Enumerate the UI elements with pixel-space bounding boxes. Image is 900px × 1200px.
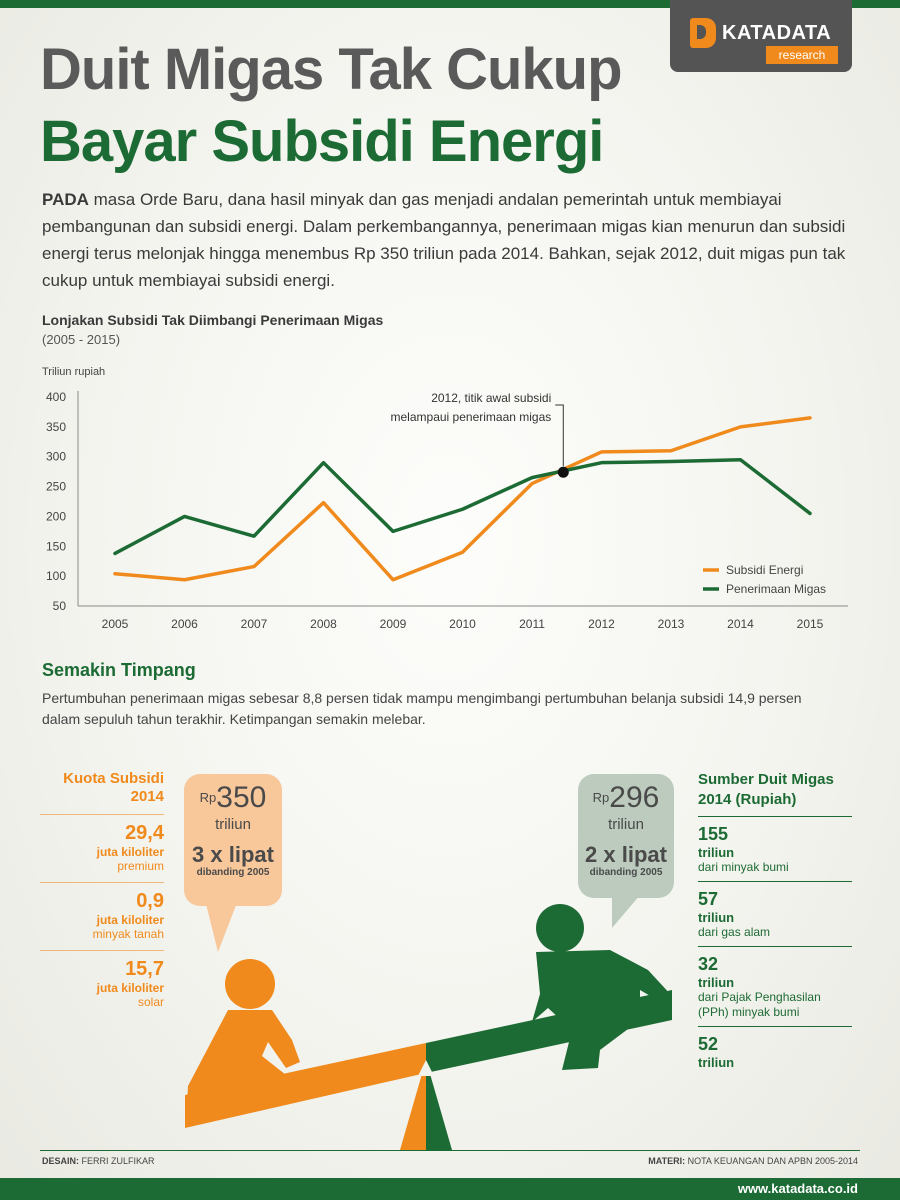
x-tick-label: 2015 [796,617,824,631]
x-tick-label: 2006 [171,617,198,631]
sumber-value: 52 [698,1034,719,1054]
migas-amount-line [578,782,674,819]
series-line-0 [115,418,810,580]
migas-unit: triliun [608,816,644,833]
title-line2: Bayar Subsidi Energi [40,109,604,174]
series-line-1 [115,460,810,554]
intro-text: masa Orde Baru, dana hasil minyak dan gas menjadi andalan pemerintah untuk membiayai pembangunan dan subsidi energi. Dalam perkembangannya, penerimaan migas kian menurun dan subsidi energi terus melonjak hingga menembus Rp 350 triliun pada 2014. Bahkan, sejak 2012, duit migas pun tak cukup untuk membiayai subsidi energi. [42,190,846,290]
y-tick-label: 250 [45,479,66,494]
subsidi-note: dibanding 2005 [196,867,270,878]
chart-title: Lonjakan Subsidi Tak Diimbangi Penerimaan Migas [42,312,384,328]
kuota-label: minyak tanah [92,927,164,941]
x-tick-label: 2010 [449,617,476,631]
migas-note: dibanding 2005 [589,867,663,878]
line-chart [0,355,900,655]
subsidi-lipat: 3 x lipat [192,842,274,867]
x-tick-label: 2009 [379,617,407,631]
subsidi-rp: Rp [199,790,217,805]
source-credit [648,1156,858,1166]
y-tick-label: 350 [45,419,66,434]
x-tick-label: 2008 [310,617,337,631]
sumber-label: dari gas alam [698,925,771,939]
kuota-unit: juta kiloliter [96,913,164,927]
sumber-item [698,816,852,875]
kuota-title-line2: 2014 [130,788,164,805]
sumber-panel [698,770,852,1070]
katadata-logo-icon [690,18,716,48]
legend-label: Subsidi Energi [726,563,804,577]
source-value: NOTA KEUANGAN DAN APBN 2005-2014 [685,1156,858,1166]
sumber-item [698,1026,852,1070]
green-figure-head [536,904,584,952]
design-credit [42,1156,155,1166]
x-tick-label: 2013 [657,617,685,631]
y-tick-label: 100 [45,569,66,584]
sumber-value: 57 [698,889,719,909]
kuota-title [40,770,164,806]
sumber-title-line1: Sumber Duit Migas [698,771,834,788]
sumber-label: dari minyak bumi [698,860,789,874]
annotation-leader [555,405,563,466]
design-value: FERRI ZULFIKAR [79,1156,155,1166]
y-tick-label: 150 [45,539,66,554]
x-tick-label: 2005 [101,617,129,631]
sumber-title [698,770,852,810]
website-link[interactable]: www.katadata.co.id [737,1181,858,1196]
sumber-label: dari Pajak Penghasilan (PPh) minyak bumi [698,990,821,1019]
y-tick-label: 400 [45,390,66,404]
sumber-title-line2: 2014 (Rupiah) [698,791,797,808]
x-tick-label: 2012 [588,617,615,631]
migas-amount: 296 [609,781,660,814]
sumber-value: 32 [698,954,719,974]
kuota-value: 29,4 [125,822,164,844]
migas-lipat: 2 x lipat [585,842,667,867]
subsidi-unit: triliun [215,816,251,833]
kuota-value: 15,7 [125,958,164,980]
kuota-item [40,814,164,874]
sumber-unit: triliun [698,1055,735,1070]
kuota-value: 0,9 [136,890,164,912]
kuota-unit: juta kiloliter [96,981,164,995]
section-text: Pertumbuhan penerimaan migas sebesar 8,8 persen tidak mampu mengimbangi pertumbuhan belanja subsidi 14,9 persen dalam sepuluh tahun terakhir. Ketimpangan semakin melebar. [42,690,802,727]
bubble-tail-orange [205,900,238,952]
kuota-title-line1: Kuota Subsidi [63,770,164,787]
y-tick-label: 200 [45,509,66,524]
subsidi-amount: 350 [216,781,267,814]
chart-subtitle: (2005 - 2015) [42,332,121,347]
brand-logo[interactable] [670,0,852,72]
sumber-unit: triliun [698,910,735,925]
x-tick-label: 2007 [240,617,268,631]
y-axis-label: Triliun rupiah [42,366,106,378]
kuota-label: premium [117,859,164,873]
annotation-text-line1: 2012, titik awal subsidi [431,391,552,405]
y-tick-label: 50 [52,599,66,613]
brand-tag: research [766,46,838,64]
bubble-tail-green [612,895,640,928]
migas-bubble [578,774,674,898]
x-tick-label: 2014 [727,617,754,631]
kuota-label: solar [137,995,164,1009]
x-tick-label: 2011 [519,617,545,631]
sumber-value: 155 [698,824,729,844]
sumber-unit: triliun [698,975,735,990]
sumber-item [698,946,852,1020]
legend-label: Penerimaan Migas [726,582,827,596]
title-line1: Duit Migas Tak Cukup [40,37,622,102]
sumber-unit: triliun [698,845,735,860]
section-title: Semakin Timpang [42,660,196,680]
footer-divider [40,1150,860,1151]
orange-figure-head [225,959,275,1009]
migas-rp: Rp [592,790,610,805]
design-label: DESAIN: [42,1156,80,1166]
intro-paragraph [42,186,852,294]
kuota-unit: juta kiloliter [96,845,164,859]
y-tick-label: 300 [45,449,66,464]
subsidi-amount-line [184,782,282,819]
brand-name: KATADATA [722,22,832,44]
sumber-item [698,881,852,940]
source-label: MATERI: [648,1156,686,1166]
subsidi-bubble [184,774,282,906]
intro-lead: PADA [42,190,89,209]
annotation-text-line2: melampaui penerimaan migas [390,410,552,424]
annotation-dot [558,467,569,478]
